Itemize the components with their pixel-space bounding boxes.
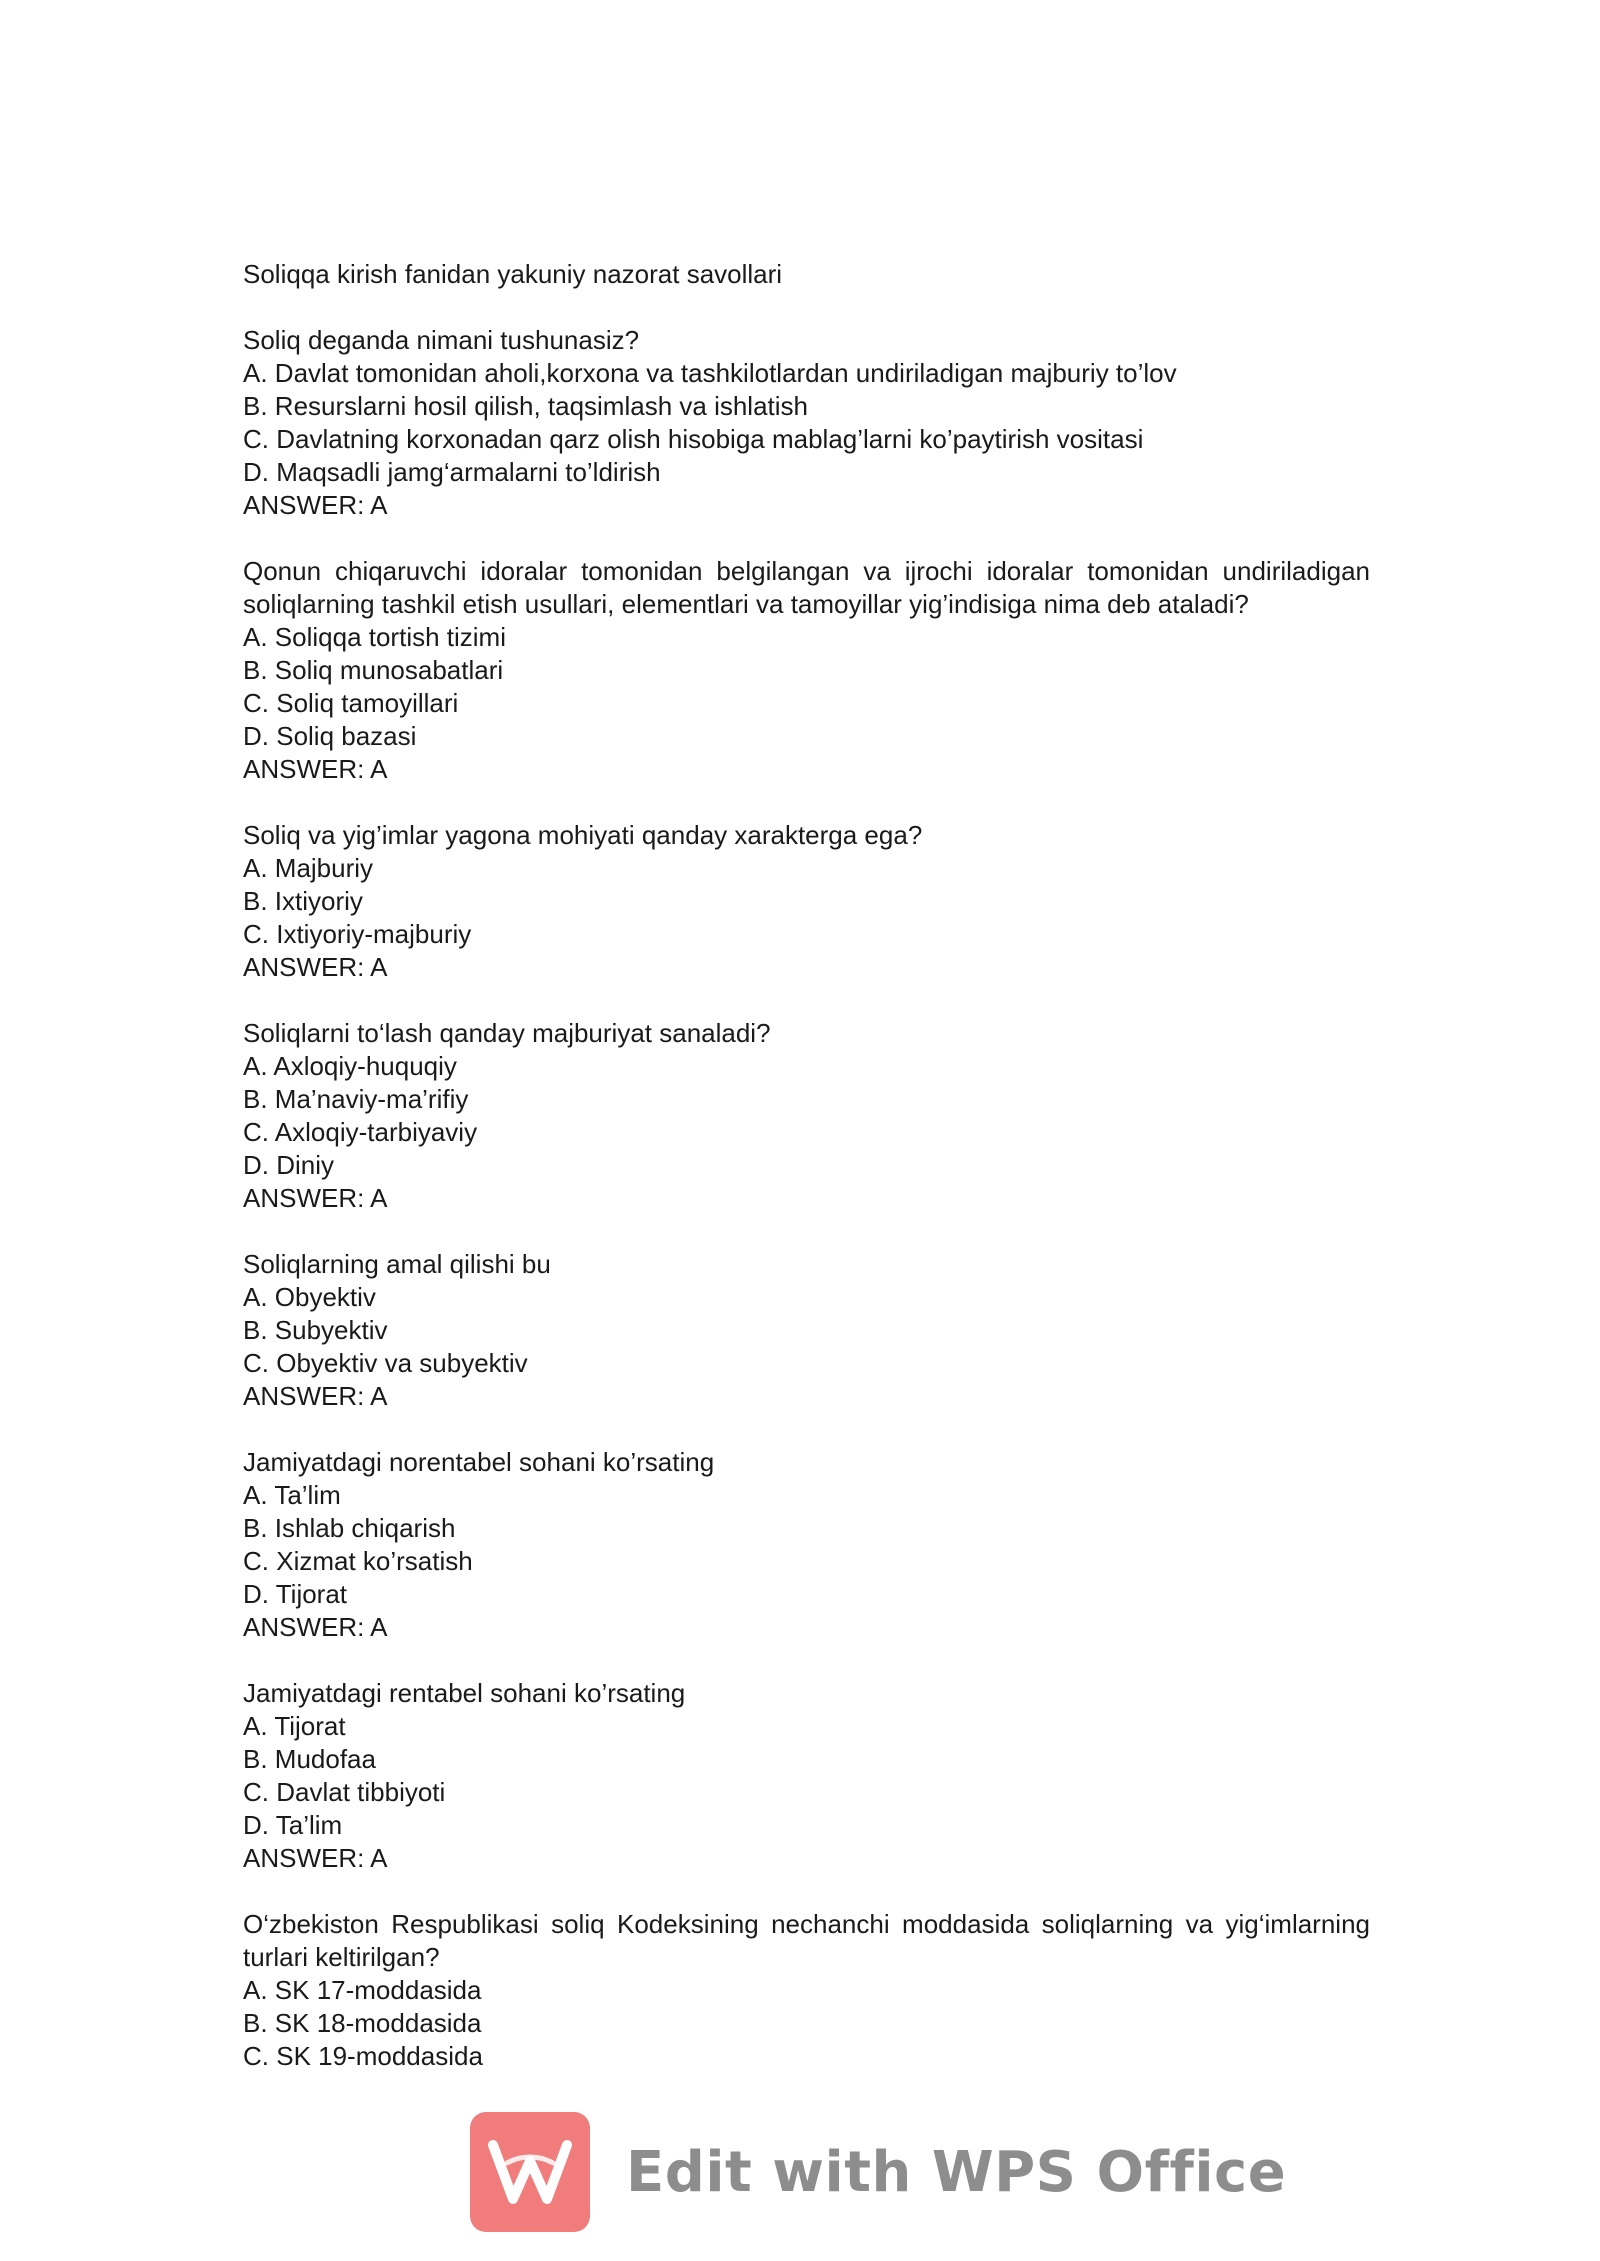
answer-option: B. Resurslarni hosil qilish, taqsimlash va ishlatish xyxy=(243,391,809,421)
answer-key: ANSWER: A xyxy=(243,490,388,520)
question-list xyxy=(243,324,1370,2073)
answer-option: A. Tijorat xyxy=(243,1711,346,1741)
question-text: Soliq va yig’imlar yagona mohiyati qanday xarakterga ega? xyxy=(243,820,923,850)
answer-option: C. Axloqiy-tarbiyaviy xyxy=(243,1117,478,1147)
question-block xyxy=(243,1908,1370,2073)
answer-option: D. Soliq bazasi xyxy=(243,721,417,751)
question-block xyxy=(243,1248,1370,1413)
spacer xyxy=(243,291,1370,324)
question-text: Jamiyatdagi norentabel sohani ko’rsating xyxy=(243,1447,715,1477)
answer-key: ANSWER: A xyxy=(243,1843,388,1873)
question-text: Soliqlarni to‘lash qanday majburiyat sanaladi? xyxy=(243,1018,771,1048)
answer-option: A. Majburiy xyxy=(243,853,374,883)
question-text: Qonun chiqaruvchi idoralar tomonidan belgilangan va ijrochi idoralar tomonidan undiriladigan soliqlarning tashkil etish usullari, elementlari va tamoyillar yig’indisiga nima deb ataladi? xyxy=(243,556,1370,619)
answer-option: D. Ta’lim xyxy=(243,1810,343,1840)
answer-option: C. Xizmat ko’rsatish xyxy=(243,1546,473,1576)
question-text: O‘zbekiston Respublikasi soliq Kodeksining nechanchi moddasida soliqlarning va yig‘imlarning turlari keltirilgan? xyxy=(243,1909,1370,1972)
answer-option: B. Subyektiv xyxy=(243,1315,388,1345)
answer-option: A. Soliqqa tortish tizimi xyxy=(243,622,506,652)
question-text: Jamiyatdagi rentabel sohani ko’rsating xyxy=(243,1678,686,1708)
answer-key: ANSWER: A xyxy=(243,1612,388,1642)
answer-option: B. Mudofaa xyxy=(243,1744,376,1774)
answer-option: B. Ishlab chiqarish xyxy=(243,1513,456,1543)
answer-option: A. Obyektiv xyxy=(243,1282,376,1312)
answer-key: ANSWER: A xyxy=(243,952,388,982)
answer-option: B. Ixtiyoriy xyxy=(243,886,363,916)
answer-option: B. Soliq munosabatlari xyxy=(243,655,504,685)
answer-option: A. SK 17-moddasida xyxy=(243,1975,482,2005)
answer-option: A. Axloqiy-huquqiy xyxy=(243,1051,457,1081)
answer-key: ANSWER: A xyxy=(243,1381,388,1411)
answer-option: C. Davlat tibbiyoti xyxy=(243,1777,446,1807)
document-body xyxy=(243,258,1370,2073)
question-block xyxy=(243,819,1370,984)
answer-option: A. Ta’lim xyxy=(243,1480,341,1510)
answer-key: ANSWER: A xyxy=(243,1183,388,1213)
answer-option: A. Davlat tomonidan aholi,korxona va tashkilotlardan undiriladigan majburiy to’lov xyxy=(243,358,1177,388)
wps-watermark[interactable] xyxy=(470,2112,1286,2232)
wps-watermark-text: Edit with WPS Office xyxy=(626,2139,1287,2205)
question-block xyxy=(243,555,1370,786)
answer-option: C. Obyektiv va subyektiv xyxy=(243,1348,528,1378)
answer-option: C. Davlatning korxonadan qarz olish hisobiga mablag’larni ko’paytirish vositasi xyxy=(243,424,1144,454)
question-block xyxy=(243,1017,1370,1215)
answer-option: C. Ixtiyoriy-majburiy xyxy=(243,919,472,949)
question-text: Soliqlarning amal qilishi bu xyxy=(243,1249,551,1279)
question-block xyxy=(243,1446,1370,1644)
answer-option: C. SK 19-moddasida xyxy=(243,2041,483,2071)
answer-option: B. Ma’naviy-ma’rifiy xyxy=(243,1084,469,1114)
wps-logo-icon xyxy=(470,2112,590,2232)
answer-option: D. Tijorat xyxy=(243,1579,348,1609)
question-block xyxy=(243,324,1370,522)
document-title: Soliqqa kirish fanidan yakuniy nazorat savollari xyxy=(243,259,783,289)
answer-option: D. Diniy xyxy=(243,1150,335,1180)
answer-option: D. Maqsadli jamg‘armalarni to’ldirish xyxy=(243,457,661,487)
question-block xyxy=(243,1677,1370,1875)
question-text: Soliq deganda nimani tushunasiz? xyxy=(243,325,640,355)
answer-option: C. Soliq tamoyillari xyxy=(243,688,459,718)
answer-key: ANSWER: A xyxy=(243,754,388,784)
answer-option: B. SK 18-moddasida xyxy=(243,2008,482,2038)
